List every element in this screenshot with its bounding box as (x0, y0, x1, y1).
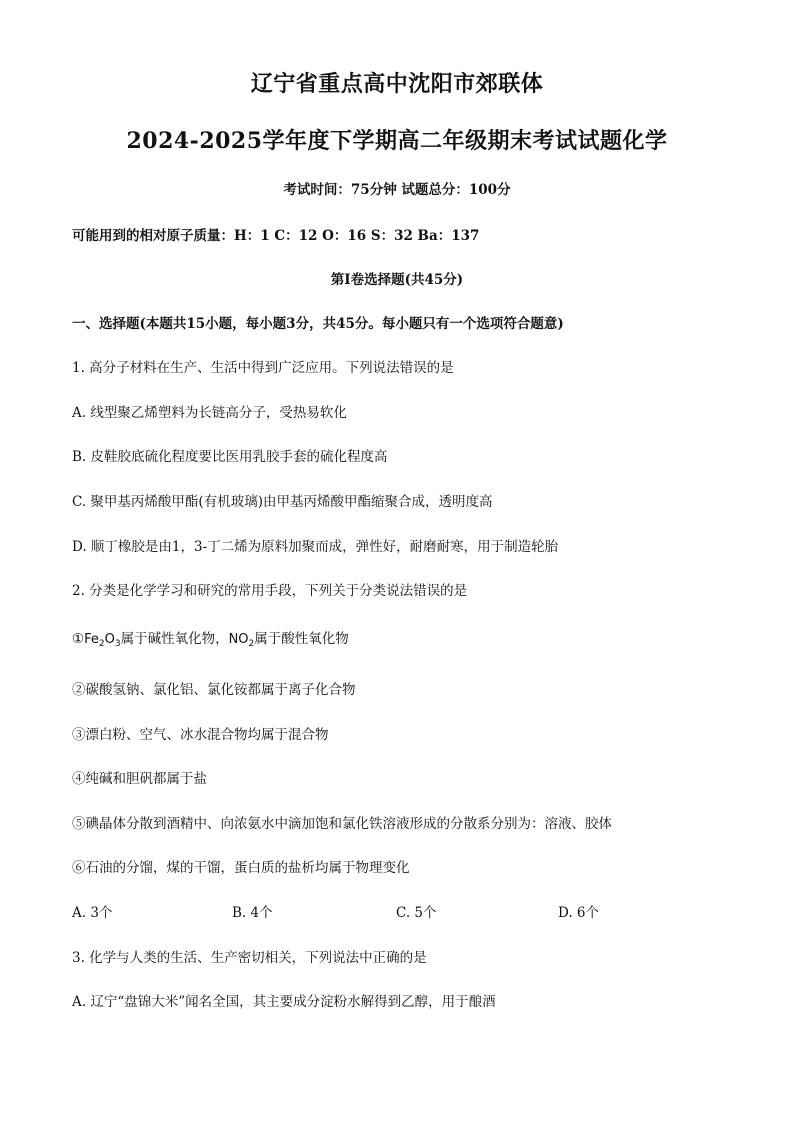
q1-stem: 1. 高分子材料在生产、生活中得到广泛应用。下列说法错误的是 (72, 360, 454, 376)
q2-s1-prefix: ① (72, 631, 85, 647)
atomic-masses: 可能用到的相对原子质量：H：1 C：12 O：16 S：32 Ba：137 (72, 228, 480, 244)
q2-s1-mid: 属于碱性氧化物， (120, 631, 229, 647)
q2-option-c: C. 5个 (396, 905, 437, 921)
q3-stem: 3. 化学与人类的生活、生产密切相关，下列说法中正确的是 (72, 950, 427, 966)
fe2o3-formula: $Fe_2O_3$ (84, 632, 121, 649)
q2-option-a: A. 3个 (72, 905, 113, 921)
exam-title-line2: 2024-2025学年度下学期高二年级期末考试试题化学 (126, 128, 668, 154)
q2-statement-2: ②碳酸氢钠、氯化铝、氯化铵都属于离子化合物 (72, 682, 356, 698)
q1-option-d: D. 顺丁橡胶是由1，3-丁二烯为原料加聚而成，弹性好，耐磨耐寒，用于制造轮胎 (72, 539, 559, 555)
q2-stem: 2. 分类是化学学习和研究的常用手段，下列关于分类说法错误的是 (72, 583, 468, 599)
no2-formula: $NO_2$ (228, 632, 255, 649)
q2-statement-4: ④纯碱和胆矾都属于盐 (72, 771, 207, 787)
q1-option-b: B. 皮鞋胶底硫化程度要比医用乳胶手套的硫化程度高 (72, 449, 388, 465)
q3-option-a: A. 辽宁“盘锦大米”闻名全国，其主要成分淀粉水解得到乙醇，用于酿酒 (72, 994, 496, 1010)
q2-option-b: B. 4个 (232, 905, 273, 921)
q1-option-a: A. 线型聚乙烯塑料为长链高分子，受热易软化 (72, 405, 347, 421)
exam-title-line1: 辽宁省重点高中沈阳市郊联体 (250, 71, 544, 97)
part-title: 一、选择题(本题共15小题，每小题3分，共45分。每小题只有一个选项符合题意) (72, 316, 564, 332)
exam-info: 考试时间：75分钟 试题总分：100分 (283, 182, 511, 198)
q2-option-d: D. 6个 (558, 905, 600, 921)
volume-title: 第Ⅰ卷选择题(共45分) (330, 272, 464, 288)
q2-statement-3: ③漂白粉、空气、冰水混合物均属于混合物 (72, 727, 329, 743)
q2-statement-6: ⑥石油的分馏，煤的干馏，蛋白质的盐析均属于物理变化 (72, 860, 410, 876)
q2-statement-5: ⑤碘晶体分散到酒精中、向浓氨水中滴加饱和氯化铁溶液形成的分散系分别为：溶液、胶体 (72, 816, 612, 832)
q2-statement-1 (72, 627, 349, 649)
q2-s1-end: 属于酸性氧化物 (254, 631, 349, 647)
q1-option-c: C. 聚甲基丙烯酸甲酯(有机玻璃)由甲基丙烯酸甲酯缩聚合成，透明度高 (72, 494, 493, 510)
